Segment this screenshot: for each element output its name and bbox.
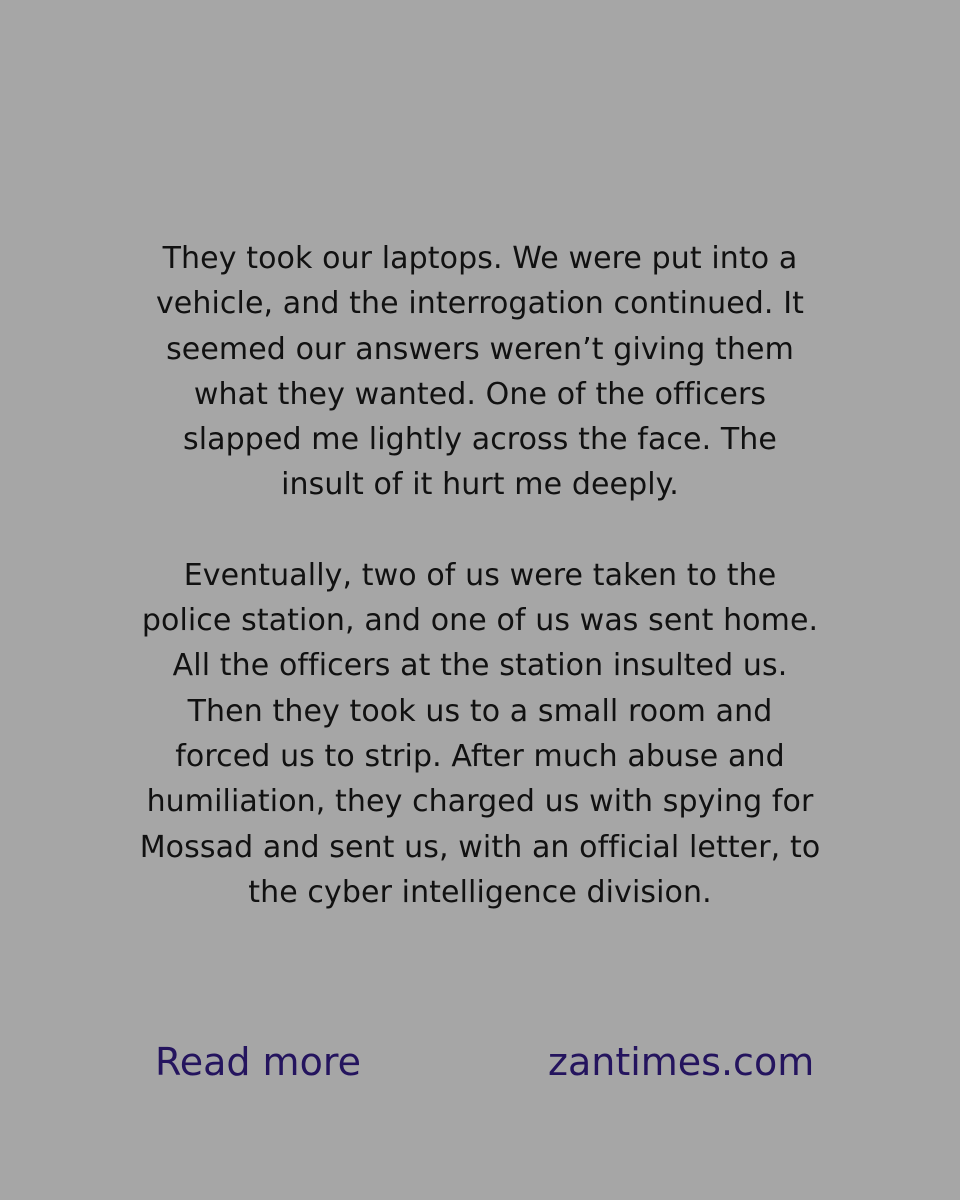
story-line: police station, and one of us was sent home. (141, 603, 819, 639)
story-line: seemed our answers weren’t giving them (166, 331, 794, 367)
story-line: what they wanted. One of the officers (193, 376, 767, 412)
site-link[interactable]: zantimes.com (548, 1040, 815, 1084)
story-line: the cyber intelligence division. (248, 874, 712, 910)
story-paragraph-1 (60, 236, 900, 508)
story-line: Mossad and sent us, with an official letter, to (139, 829, 821, 865)
story-paragraph-2 (60, 553, 900, 915)
read-more-link[interactable]: Read more (155, 1040, 361, 1084)
story-line: humiliation, they charged us with spying for (146, 784, 814, 820)
story-line: All the officers at the station insulted us. (172, 648, 788, 684)
story-line: They took our laptops. We were put into a (162, 241, 798, 276)
story-line: Then they took us to a small room and (187, 693, 773, 729)
story-line: insult of it hurt me deeply. (281, 467, 679, 503)
story-line: forced us to strip. After much abuse and (175, 738, 785, 774)
story-line: slapped me lightly across the face. The (183, 422, 777, 458)
story-line: vehicle, and the interrogation continued. It (155, 286, 805, 322)
story-text (60, 236, 900, 915)
story-line: Eventually, two of us were taken to the (183, 557, 777, 593)
